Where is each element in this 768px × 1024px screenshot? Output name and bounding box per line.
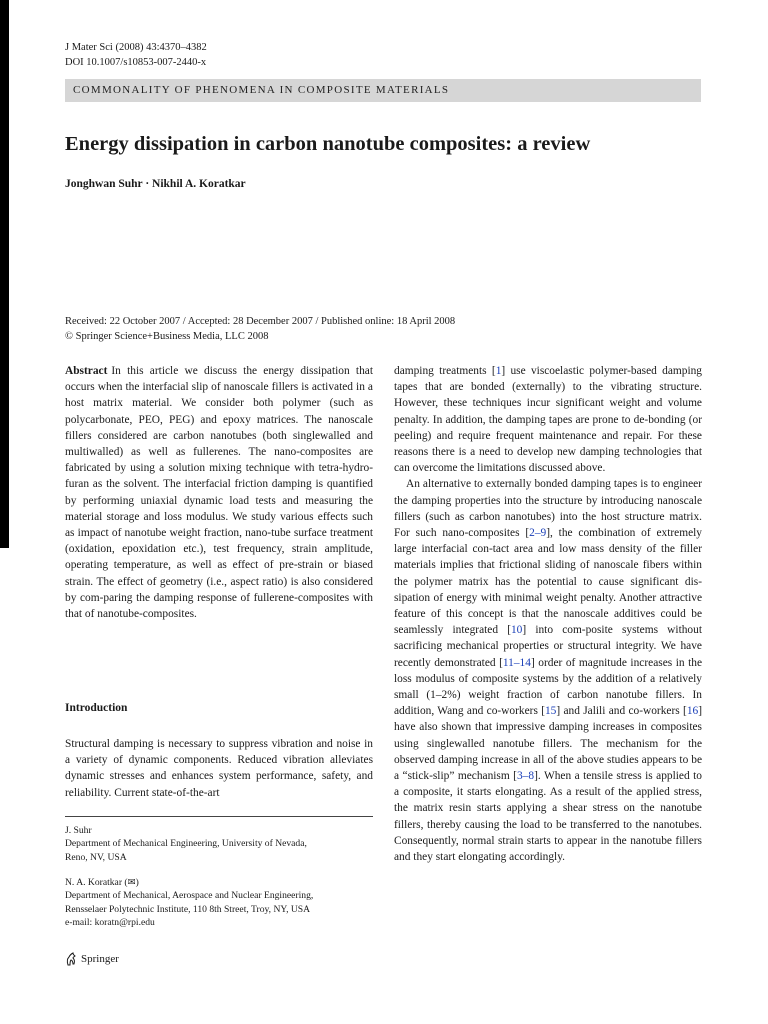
article-title: Energy dissipation in carbon nanotube composites: a review [65,133,591,155]
springer-horse-icon [65,952,77,966]
abstract-text: In this article we discuss the energy dissipation that occurs when the interfacial slip of nanoscale fillers is activated in a host matrix material. We consider both polymer (such as polycarbonate, PEO, PEG) and epoxy matrices. The nanoscale fillers considered are carbon nanotubes (both singlewalled and multiwalled) as well as fullerenes. The nano-composites are fabricated by using a solution mixing technique with tetra-hydro-furan as the solvent. The interfacial friction damping is quantified by performing uniaxial dynamic load tests and measuring the material storage and loss modulus. We study various effects such as impact of nanotube weight fraction, nano-tube surface treatment (oxidation, epoxidation etc.), test frequency, strain amplitude, operating temperature, as well as effect of pre-strain or biased strain. The effect of geometry (i.e., aspect ratio) is also considered by com-paring the damping response of fullerene-composites with that of nanotube-composites. [65,365,373,621]
citation-link[interactable]: 11–14 [502,656,531,669]
dates-line: Received: 22 October 2007 / Accepted: 28 December 2007 / Published online: 18 April 2008 [65,316,456,327]
affiliation-line: Department of Mechanical, Aerospace and Nuclear Engineering, [65,890,314,902]
body-paragraph: An alternative to externally bonded damping tapes is to engineer the damping properties into the structure by introducing nanoscale fillers (such as carbon nanotubes) into the host structure matrix. For such nano-composites [2–9], the combination of extremely large interfacial con-tact area and low mass density of the filler materials implies that frictional sliding of nanoscale fibers within the polymer matrix has the potential to cause significant dis-sipation of energy with minimal weight penalty. Another attractive feature of this concept is that the nanoscale additives could be seamlessly integrated [10] into com-posite systems without sacrificing mechanical properties or structural integrity. We have recently demonstrated [11–14] order of magnitude increases in the loss modulus of composite systems by the addition of a relatively small (1–2%) weight fraction of carbon nanotube fillers. In addition, Wang and co-workers [15] and Jalili and co-workers [16] have also shown that impressive damping increases in composites using singlewalled nanotube fillers. The mechanism for the observed damping increase in all of the above studies appears to be a “stick-slip” mechanism [3–8]. When a tensile stress is applied to a composite, it starts elongating. As a result of the applied stress, the matrix resin starts applying a shear stress on the nanotube fillers, thereby causing the load to be transferred to the nanotubes. Consequently, normal strain starts to appear in the nanotube fillers and they start elongating accordingly. [394,478,702,864]
affiliation-line: Department of Mechanical Engineering, University of Nevada, [65,838,307,850]
citation-link[interactable]: 2–9 [529,527,547,540]
abstract-label: Abstract [65,365,108,377]
page-footer [65,952,119,966]
right-column-body [394,363,702,865]
journal-doi[interactable]: DOI 10.1007/s10853-007-2440-x [65,57,207,68]
springer-label: Springer [81,953,119,965]
affiliation-line: Reno, NV, USA [65,851,127,863]
citation-link[interactable]: 3–8 [516,770,535,783]
publication-dates [65,314,455,344]
affiliation-line: Rensselaer Polytechnic Institute, 110 8th Street, Troy, NY, USA [65,903,311,915]
introduction-text: Structural damping is necessary to suppress vibration and noise in a variety of dynamic components. Reduced vibration alleviates dynamic stresses and enhances system performance, safety, and reliability. Current state-of-the-art [65,738,373,799]
affiliation-name: J. Suhr [65,825,92,836]
journal-info [65,40,207,70]
body-paragraph: damping treatments [1] use viscoelastic polymer-based damping tapes that are bonded (externally) to the vibrating structure. However, these techniques incur significant weight and volume penalty. In addition, the damping tapes are prone to de-bonding (or peeling) and require frequent maintenance and repair. For these reasons there is a need to develop new damping technologies that can overcome the limitations discussed above. [394,365,702,475]
left-edge-bar [0,0,9,548]
citation-link[interactable]: 1 [495,365,502,377]
abstract [65,363,373,622]
section-heading-introduction: Introduction [65,702,128,714]
citation-link[interactable]: 10 [510,624,523,637]
affiliation-name: N. A. Koratkar (✉) [65,877,139,888]
citation-link[interactable]: 16 [686,705,699,718]
affiliation-koratkar [65,876,313,930]
section-banner: COMMONALITY OF PHENOMENA IN COMPOSITE MATERIALS [65,79,701,102]
copyright-line: © Springer Science+Business Media, LLC 2008 [65,331,269,342]
introduction-paragraph [65,736,373,801]
article-authors: Jonghwan Suhr · Nikhil A. Koratkar [65,178,246,190]
affiliation-suhr [65,824,307,864]
journal-citation: J Mater Sci (2008) 43:4370–4382 [65,42,207,53]
citation-link[interactable]: 15 [544,705,557,718]
affiliation-email[interactable]: e-mail: koratn@rpi.edu [65,917,155,929]
footnote-divider [65,816,373,817]
